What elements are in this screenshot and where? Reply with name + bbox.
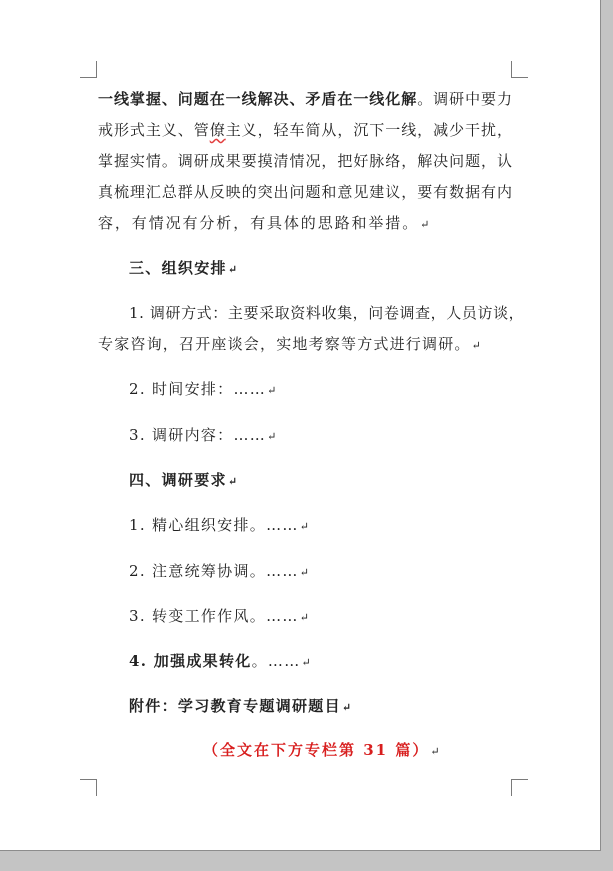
intro-line-4: 真梳理汇总群从反映的突出问题和意见建议，要有数据有内 [98,183,512,201]
section3-item2 [129,378,278,399]
section4-item2 [129,560,310,581]
section3-heading-text: 三、组织安排 [129,259,227,277]
paragraph-mark-icon: ↵ [299,611,311,624]
intro-line-2-b: 主义，轻车简从，沉下一线，减少干扰， [225,121,512,139]
section4-item2-text: 2. 注意统筹协调。…… [129,562,299,580]
paragraph-mark-icon: ↵ [341,701,353,714]
paragraph-mark-icon: ↵ [430,745,441,758]
paragraph-mark-icon: ↵ [471,339,483,352]
section3-item2-text: 2. 时间安排：…… [129,380,267,398]
intro-bold-phrase: 一线掌握、问题在一线解决、矛盾在一线化解 [98,90,418,108]
paragraph-mark-icon: ↵ [299,520,311,533]
intro-line-1 [98,88,512,109]
section3-item3-text: 3. 调研内容：…… [129,426,267,444]
section4-item1 [129,514,310,535]
intro-line-2 [98,119,512,140]
section4-item4-bold: 4. 加强成果转化 [129,652,252,670]
intro-line-5 [98,212,431,233]
paragraph-mark-icon: ↵ [227,263,239,276]
section3-item1-line2 [98,333,482,354]
workspace-bottom-margin [0,851,613,871]
section3-heading [129,257,238,278]
section4-item3 [129,605,310,626]
attachment-text: 附件：学习教育专题调研题目 [129,697,341,715]
intro-line-3: 掌握实情。调研成果要摸清情况，把好脉络，解决问题，认 [98,152,512,170]
margin-corner-top-left [80,61,97,78]
paragraph-mark-icon: ↵ [301,656,313,669]
intro-line-2-a: 戒形式主义、管 [98,121,210,139]
section3-item1-line1: 1. 调研方式：主要采取资料收集，问卷调查，人员访谈， [129,304,525,322]
section4-item4 [129,650,312,671]
paragraph-mark-icon: ↵ [267,430,278,443]
section3-item1-line2-text: 专家咨询，召开座谈会，实地考察等方式进行调研。 [98,335,471,353]
paragraph-mark-icon: ↵ [299,566,311,579]
section4-item3-text: 3. 转变工作作风。…… [129,607,299,625]
attachment-line [129,695,352,716]
paragraph-mark-icon: ↵ [227,475,239,488]
section4-heading [129,469,238,490]
section4-item1-text: 1. 精心组织安排。…… [129,516,299,534]
workspace-right-margin [601,0,613,871]
footer-note: （全文在下方专栏第 31 篇） [203,741,430,759]
margin-corner-bottom-right [511,779,528,796]
margin-corner-top-right [511,61,528,78]
section4-heading-text: 四、调研要求 [129,471,227,489]
section3-item3 [129,424,278,445]
intro-line-5-text: 容，有情况有分析，有具体的思路和举措。 [98,214,420,232]
intro-line-1-rest: 。调研中要力 [417,90,512,108]
paragraph-mark-icon: ↵ [267,384,278,397]
margin-corner-bottom-left [80,779,97,796]
paragraph-mark-icon: ↵ [420,218,432,231]
spelling-flag-word[interactable]: 僚 [209,121,226,139]
footer-note-line [203,739,441,760]
section4-item4-rest: 。…… [251,652,301,670]
